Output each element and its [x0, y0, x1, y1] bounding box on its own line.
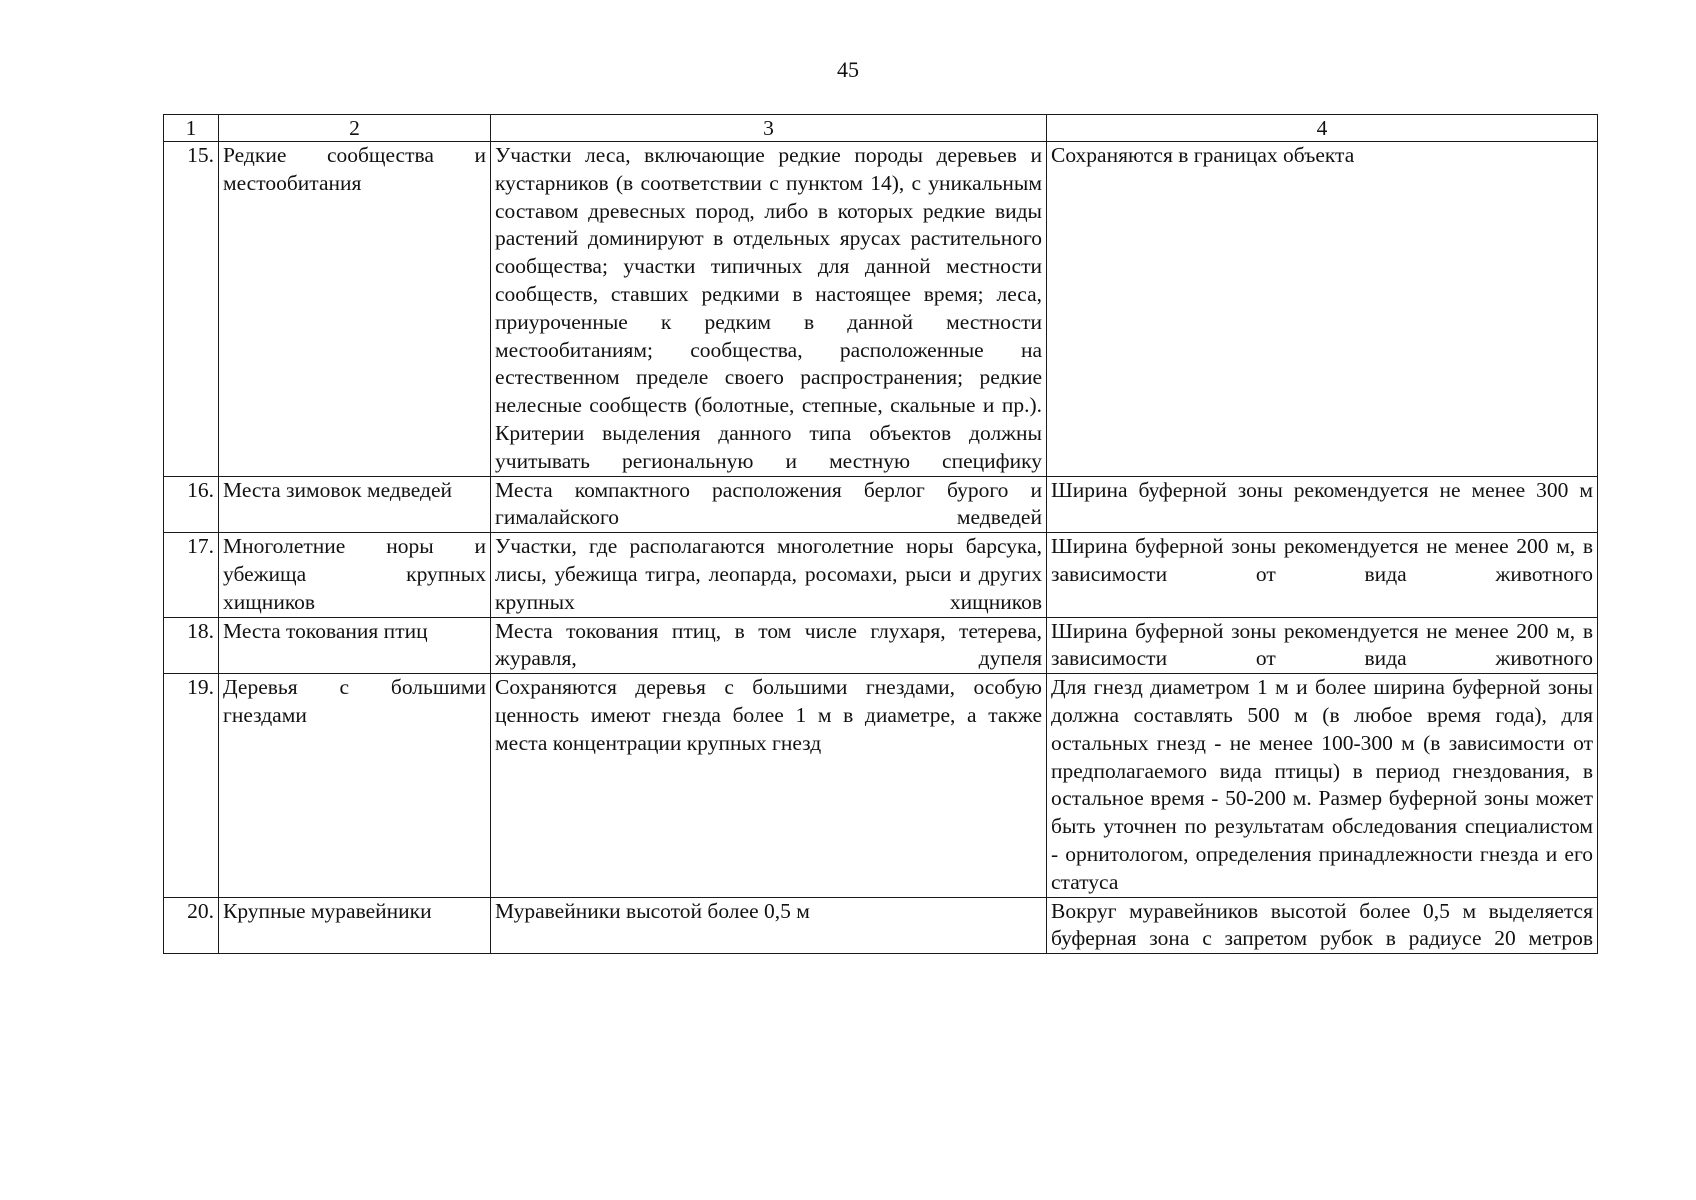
protection-measure: Сохраняются в границах объекта: [1047, 142, 1598, 477]
protection-measure: Ширина буферной зоны рекомендуется не менее 300 м: [1047, 476, 1598, 533]
regulation-table: [163, 114, 1598, 954]
object-description: Сохраняются деревья с большими гнездами, особую ценность имеют гнезда более 1 м в диаметре, а также места концентрации крупных гнезд: [491, 674, 1047, 897]
table-row: [164, 617, 1598, 674]
protection-measure: Для гнезд диаметром 1 м и более ширина буферной зоны должна составлять 500 м (в любое время года), для остальных гнезд - не менее 100-300 м (в зависимости от предполагаемого вида птицы) в период гнездования, в остальное время - 50-200 м. Размер буферной зоны может быть уточнен по результатам обследования специалистом - орнитологом, определения принадлежности гнезда и его статуса: [1047, 674, 1598, 897]
table-row: [164, 476, 1598, 533]
object-name: Многолетние норы и убежища крупных хищников: [219, 533, 491, 617]
protection-measure: Ширина буферной зоны рекомендуется не менее 200 м, в зависимости от вида животного: [1047, 617, 1598, 674]
column-header-2: 2: [219, 115, 491, 142]
row-number: 20.: [164, 897, 219, 954]
row-number: 16.: [164, 476, 219, 533]
column-header-1: 1: [164, 115, 219, 142]
object-name: Места зимовок медведей: [219, 476, 491, 533]
row-number: 18.: [164, 617, 219, 674]
object-name: Крупные муравейники: [219, 897, 491, 954]
table-row: [164, 533, 1598, 617]
protection-measure: Вокруг муравейников высотой более 0,5 м выделяется буферная зона с запретом рубок в радиусе 20 метров: [1047, 897, 1598, 954]
object-name: Редкие сообщества и местообитания: [219, 142, 491, 477]
object-name: Деревья с большими гнездами: [219, 674, 491, 897]
table-header-row: [164, 115, 1598, 142]
object-description: Участки леса, включающие редкие породы деревьев и кустарников (в соответствии с пунктом 14), с уникальным составом древесных пород, либо в которых редкие виды растений доминируют в отдельных ярусах растительного сообщества; участки типичных для данной местности сообществ, ставших редкими в настоящее время; леса, приуроченные к редким в данной местности местообитаниям; сообщества, расположенные на естественном пределе своего распространения; редкие нелесные сообществ (болотные, степные, скальные и пр.). Критерии выделения данного типа объектов должны учитывать региональную и местную специфику: [491, 142, 1047, 477]
row-number: 17.: [164, 533, 219, 617]
table-row: [164, 897, 1598, 954]
row-number: 19.: [164, 674, 219, 897]
object-description: Места токования птиц, в том числе глухаря, тетерева, журавля, дупеля: [491, 617, 1047, 674]
column-header-3: 3: [491, 115, 1047, 142]
page-number: 45: [837, 57, 859, 82]
object-description: Места компактного расположения берлог бурого и гималайского медведей: [491, 476, 1047, 533]
object-description: Участки, где располагаются многолетние норы барсука, лисы, убежища тигра, леопарда, росомахи, рыси и других крупных хищников: [491, 533, 1047, 617]
table-row: [164, 674, 1598, 897]
object-name: Места токования птиц: [219, 617, 491, 674]
protection-measure: Ширина буферной зоны рекомендуется не менее 200 м, в зависимости от вида животного: [1047, 533, 1598, 617]
table-row: [164, 142, 1598, 477]
object-description: Муравейники высотой более 0,5 м: [491, 897, 1047, 954]
row-number: 15.: [164, 142, 219, 477]
column-header-4: 4: [1047, 115, 1598, 142]
